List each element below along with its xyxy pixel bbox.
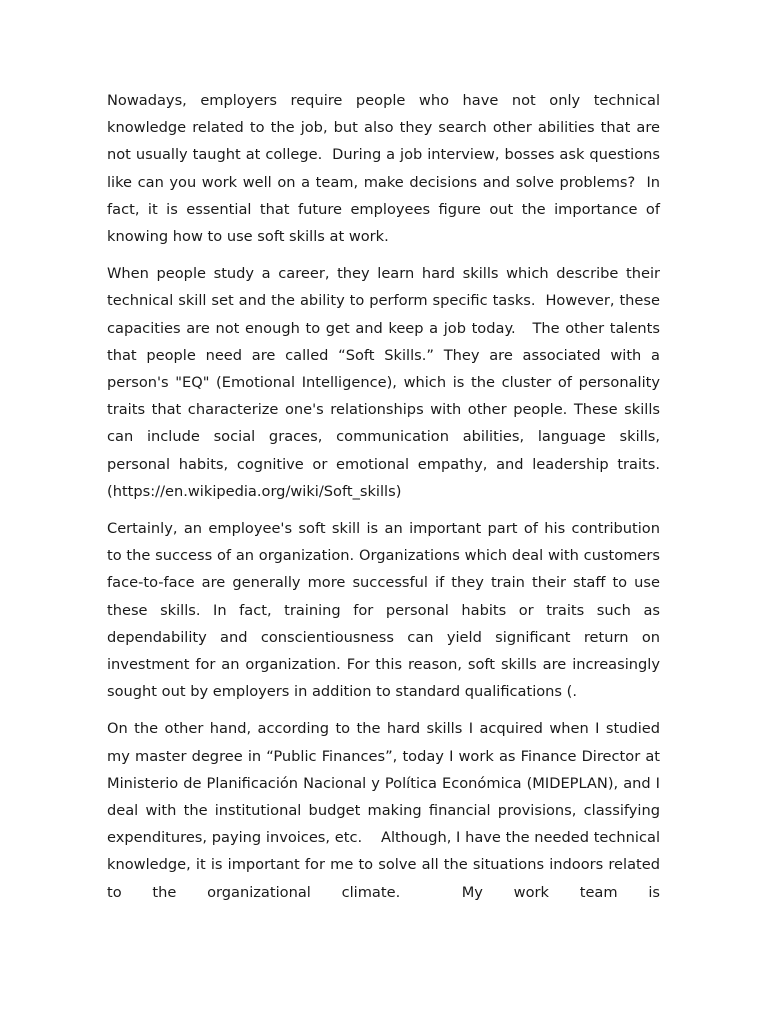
paragraph-hard-vs-soft-skills: When people study a career, they learn hard skills which describe their technical skill set and the ability to perform specific tasks. However, these capacities are not enough to get and keep a job today. The other talents that people need are called “Soft Skills.” They are associated with a person's "EQ" (Emotional Intelligence), which is the cluster of personality traits that characterize one's relationships with other people. These skills can include social graces, communication abilities, language skills, personal habits, cognitive or emotional empathy, and leadership traits. (https://en.wikipedia.org/wiki/Soft_skills) (107, 265, 670, 500)
paragraph-personal-experience: On the other hand, according to the hard skills I acquired when I studied my master degree in “Public Finances”, today I work as Finance Director at Ministerio de Planificación Nacional y Política Económica (MIDEPLAN), and I deal with the institutional budget making financial provisions, classifying expenditures, paying invoices, etc. Although, I have the needed technical knowledge, it is important for me to solve all the situations indoors related to the organizational climate. My work team is (107, 720, 665, 901)
document-page (107, 87, 670, 906)
paragraph-employee-contribution: Certainly, an employee's soft skill is an important part of his contribution to the success of an organization. Organizations which deal with customers face-to-face are generally more successful if they train their staff to use these skills. In fact, training for personal habits or traits such as dependability and conscientiousness can yield significant return on investment for an organization. For this reason, soft skills are increasingly sought out by employers in addition to standard qualifications (. (107, 520, 665, 701)
paragraph-intro: Nowadays, employers require people who have not only technical knowledge related to the job, but also they search other abilities that are not usually taught at college. During a job interview, bosses ask questions like can you work well on a team, make decisions and solve problems? In fact, it is essential that future employees figure out the importance of knowing how to use soft skills at work. (107, 92, 665, 246)
